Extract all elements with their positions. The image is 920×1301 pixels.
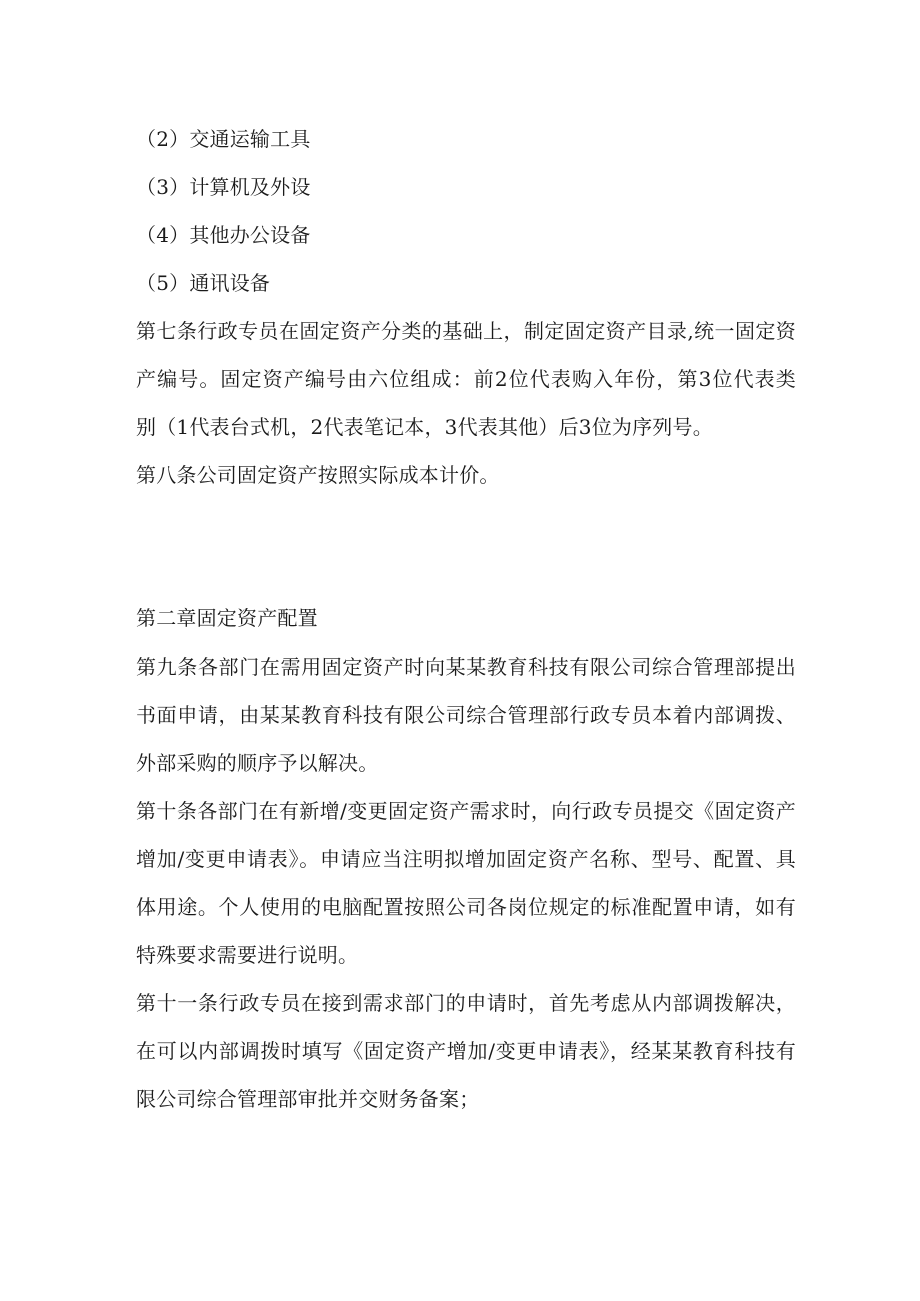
- article7-line-1: 第七条行政专员在固定资产分类的基础上，制定固定资产目录,统一固定资: [136, 319, 796, 343]
- article11-line-1: 第十一条行政专员在接到需求部门的申请时，首先考虑从内部调拨解决，: [136, 991, 796, 1015]
- article11-line-2: 在可以内部调拨时填写《固定资产增加/变更申请表》，经某某教育科技有: [136, 1039, 796, 1063]
- list-item-computers: （3）计算机及外设: [136, 175, 311, 199]
- list-item-transport: （2）交通运输工具: [136, 127, 311, 151]
- article7-line-3: 别（1代表台式机，2代表笔记本，3代表其他）后3位为序列号。: [136, 415, 713, 439]
- article9-line-2: 书面申请，由某某教育科技有限公司综合管理部行政专员本着内部调拨、: [136, 703, 796, 727]
- list-item-communication: （5）通讯设备: [136, 271, 271, 295]
- list-item-office-equipment: （4）其他办公设备: [136, 223, 311, 247]
- article10-line-4: 特殊要求需要进行说明。: [136, 943, 359, 967]
- article8-text: 第八条公司固定资产按照实际成本计价。: [136, 463, 500, 487]
- article10-line-3: 体用途。个人使用的电脑配置按照公司各岗位规定的标准配置申请，如有: [136, 895, 796, 919]
- article7-line-2: 产编号。固定资产编号由六位组成：前2位代表购入年份，第3位代表类: [136, 367, 796, 391]
- article11-line-3: 限公司综合管理部审批并交财务备案；: [136, 1087, 480, 1111]
- article9-line-3: 外部采购的顺序予以解决。: [136, 751, 379, 775]
- chapter2-title: 第二章固定资产配置: [136, 606, 318, 630]
- article9-line-1: 第九条各部门在需用固定资产时向某某教育科技有限公司综合管理部提出: [136, 655, 796, 679]
- article10-line-1: 第十条各部门在有新增/变更固定资产需求时，向行政专员提交《固定资产: [136, 799, 796, 823]
- article10-line-2: 增加/变更申请表》。申请应当注明拟增加固定资产名称、型号、配置、具: [136, 847, 796, 871]
